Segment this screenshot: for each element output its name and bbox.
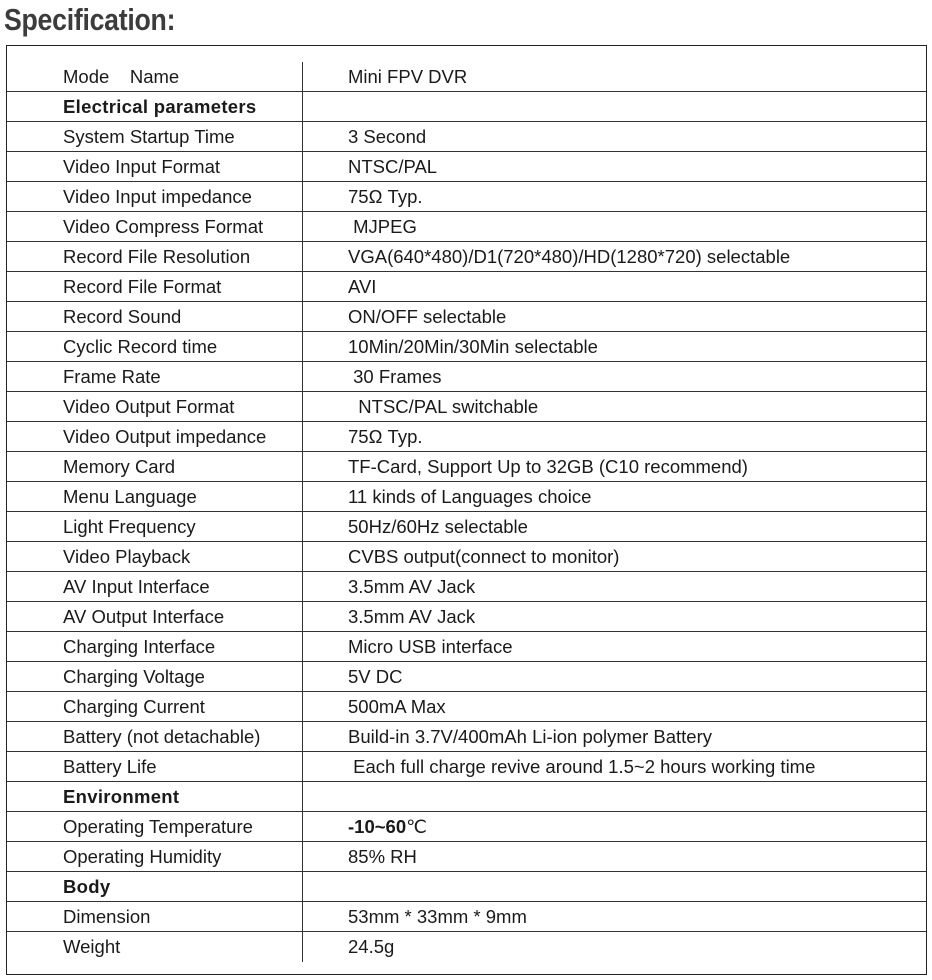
- table-row: [7, 152, 926, 182]
- parameter-value-cell: [303, 542, 926, 571]
- parameter-value: NTSC/PAL: [348, 155, 438, 177]
- parameter-value: TF-Card, Support Up to 32GB (C10 recommend): [348, 455, 748, 477]
- parameter-value-cell: [303, 782, 926, 811]
- parameter-value-cell: [303, 62, 926, 91]
- parameter-value-cell: [303, 422, 926, 451]
- table-row: [7, 422, 926, 452]
- parameter-value-cell: [303, 812, 926, 841]
- table-row: [7, 572, 926, 602]
- parameter-name: Video Playback: [7, 542, 303, 571]
- table-row: [7, 512, 926, 542]
- parameter-value-cell: [303, 92, 926, 121]
- parameter-value: 75Ω Typ.: [348, 425, 423, 447]
- table-row: [7, 842, 926, 872]
- parameter-value: Mini FPV DVR: [348, 65, 468, 87]
- parameter-value-cell: [303, 362, 926, 391]
- page-title: Specification:: [4, 2, 176, 37]
- parameter-value: Micro USB interface: [348, 635, 513, 657]
- parameter-name: Video Input impedance: [7, 182, 303, 211]
- parameter-name: System Startup Time: [7, 122, 303, 151]
- table-row: [7, 722, 926, 752]
- table-row: [7, 122, 926, 152]
- parameter-value: ON/OFF selectable: [348, 305, 507, 327]
- table-row: [7, 482, 926, 512]
- parameter-value-cell: [303, 902, 926, 931]
- parameter-value-cell: [303, 752, 926, 781]
- parameter-name: Charging Voltage: [7, 662, 303, 691]
- parameter-value-cell: [303, 632, 926, 661]
- table-row: [7, 662, 926, 692]
- parameter-name: AV Output Interface: [7, 602, 303, 631]
- parameter-name: Video Compress Format: [7, 212, 303, 241]
- parameter-value-cell: [303, 332, 926, 361]
- parameter-value: Build-in 3.7V/400mAh Li-ion polymer Battery: [348, 725, 713, 747]
- table-row: [7, 392, 926, 422]
- section-header-row: [7, 782, 926, 812]
- parameter-value: 3.5mm AV Jack: [348, 575, 476, 597]
- parameter-name: Battery (not detachable): [7, 722, 303, 751]
- parameter-value: 24.5g: [348, 936, 395, 957]
- parameter-value: CVBS output(connect to monitor): [348, 545, 620, 567]
- parameter-name: Video Output Format: [7, 392, 303, 421]
- section-header-row: [7, 872, 926, 902]
- parameter-value: 3 Second: [348, 125, 427, 147]
- parameter-name: Menu Language: [7, 482, 303, 511]
- parameter-value-cell: [303, 272, 926, 301]
- parameter-name: Light Frequency: [7, 512, 303, 541]
- parameter-value: MJPEG: [348, 215, 417, 237]
- parameter-name: Mode Name: [7, 62, 303, 91]
- parameter-value-cell: [303, 452, 926, 481]
- table-row: [7, 542, 926, 572]
- table-row: [7, 62, 926, 92]
- parameter-value-cell: [303, 392, 926, 421]
- table-row: [7, 362, 926, 392]
- parameter-value-cell: [303, 482, 926, 511]
- parameter-value: NTSC/PAL switchable: [348, 395, 539, 417]
- parameter-name: AV Input Interface: [7, 572, 303, 601]
- table-row: [7, 752, 926, 782]
- parameter-value-cell: [303, 512, 926, 541]
- parameter-value-cell: [303, 212, 926, 241]
- parameter-value-cell: [303, 152, 926, 181]
- parameter-name: Video Input Format: [7, 152, 303, 181]
- parameter-value-cell: [303, 662, 926, 691]
- parameter-value: -10~60: [348, 815, 407, 837]
- parameter-value: 50Hz/60Hz selectable: [348, 515, 528, 537]
- parameter-value: 10Min/20Min/30Min selectable: [348, 335, 598, 357]
- parameter-value-cell: [303, 872, 926, 901]
- parameter-value-cell: [303, 122, 926, 151]
- parameter-name: Dimension: [7, 902, 303, 931]
- section-header-row: [7, 92, 926, 122]
- parameter-name: Video Output impedance: [7, 422, 303, 451]
- section-title: Electrical parameters: [7, 92, 303, 121]
- parameter-name: Record File Resolution: [7, 242, 303, 271]
- specification-table: [6, 45, 927, 975]
- parameter-value-cell: [303, 842, 926, 871]
- table-row: [7, 602, 926, 632]
- table-row: [7, 692, 926, 722]
- parameter-name: Record File Format: [7, 272, 303, 301]
- parameter-value: 500mA Max: [348, 695, 446, 717]
- parameter-value: VGA(640*480)/D1(720*480)/HD(1280*720) selectable: [348, 245, 791, 267]
- parameter-value: 85% RH: [348, 845, 417, 867]
- parameter-name: Battery Life: [7, 752, 303, 781]
- table-row: [7, 902, 926, 932]
- table-row: [7, 332, 926, 362]
- table-row: [7, 302, 926, 332]
- parameter-value-cell: [303, 602, 926, 631]
- parameter-value: 30 Frames: [348, 365, 442, 387]
- table-row: [7, 932, 926, 962]
- table-body: [7, 62, 926, 962]
- section-title: Body: [7, 872, 303, 901]
- table-row: [7, 242, 926, 272]
- parameter-value: AVI: [348, 275, 377, 297]
- parameter-value: 11 kinds of Languages choice: [348, 485, 592, 507]
- parameter-value: 53mm * 33mm * 9mm: [348, 905, 527, 927]
- table-row: [7, 812, 926, 842]
- table-row: [7, 272, 926, 302]
- section-title: Environment: [7, 782, 303, 811]
- parameter-name: Charging Interface: [7, 632, 303, 661]
- parameter-value-cell: [303, 722, 926, 751]
- unit-suffix: ℃: [406, 815, 427, 837]
- parameter-value: Each full charge revive around 1.5~2 hours working time: [348, 755, 816, 777]
- parameter-value-cell: [303, 692, 926, 721]
- parameter-value-cell: [303, 302, 926, 331]
- parameter-value-cell: [303, 182, 926, 211]
- table-row: [7, 632, 926, 662]
- parameter-name: Weight: [7, 932, 303, 962]
- parameter-value-cell: [303, 242, 926, 271]
- parameter-value-cell: [303, 572, 926, 601]
- parameter-name: Record Sound: [7, 302, 303, 331]
- table-row: [7, 452, 926, 482]
- table-row: [7, 182, 926, 212]
- parameter-name: Frame Rate: [7, 362, 303, 391]
- parameter-name: Charging Current: [7, 692, 303, 721]
- parameter-name: Operating Humidity: [7, 842, 303, 871]
- parameter-value: 5V DC: [348, 665, 403, 687]
- table-row: [7, 212, 926, 242]
- parameter-value: 3.5mm AV Jack: [348, 605, 476, 627]
- parameter-name: Operating Temperature: [7, 812, 303, 841]
- parameter-name: Cyclic Record time: [7, 332, 303, 361]
- parameter-name: Memory Card: [7, 452, 303, 481]
- parameter-value-cell: [303, 932, 926, 962]
- parameter-value: 75Ω Typ.: [348, 185, 423, 207]
